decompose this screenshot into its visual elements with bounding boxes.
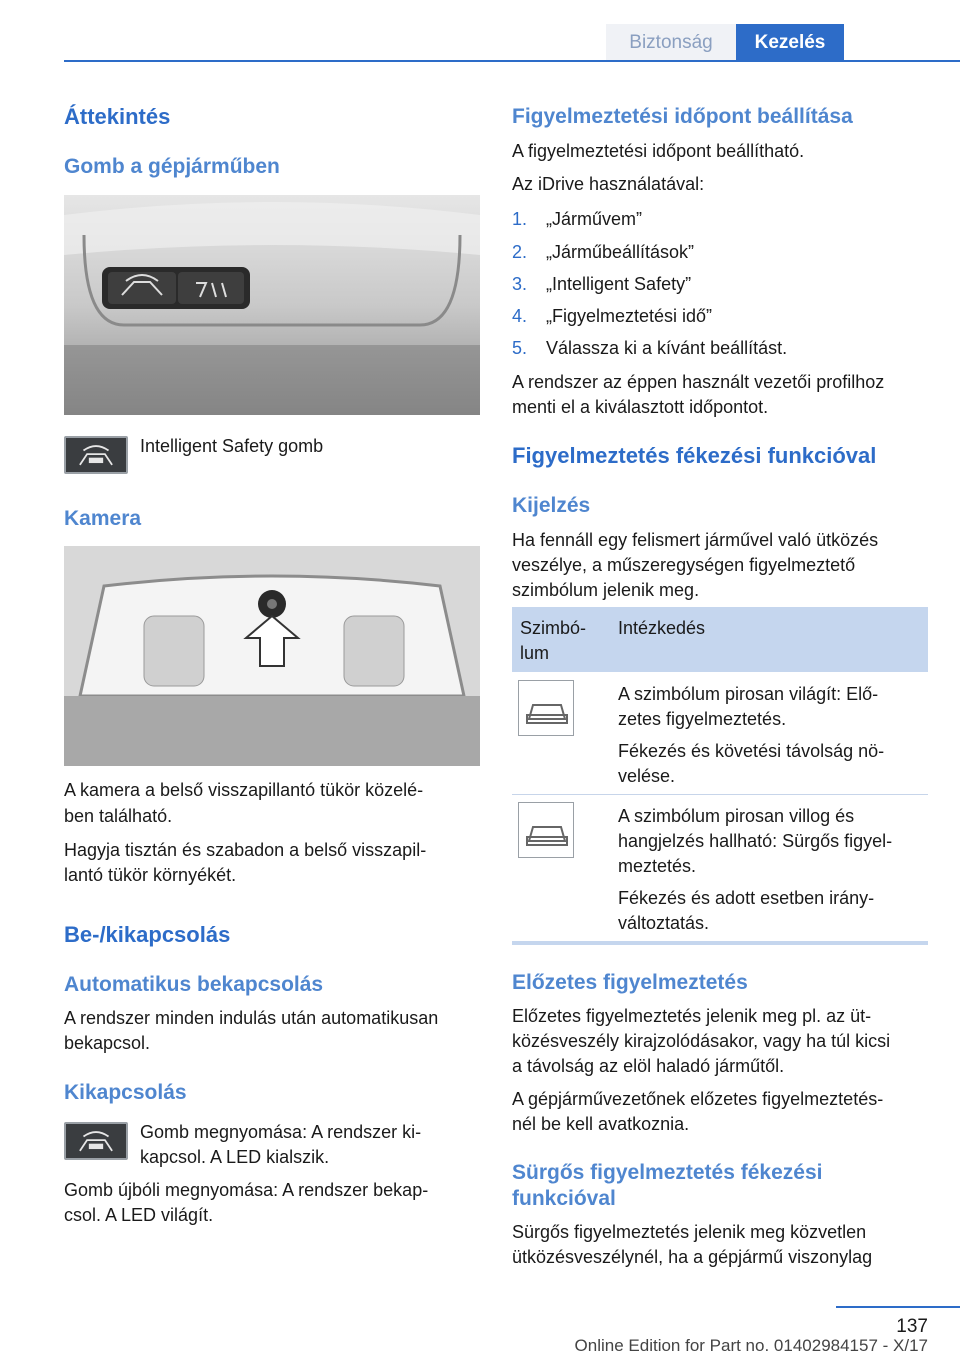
step-1-num: 1. (512, 209, 528, 229)
table-col1-l2: lum (520, 643, 550, 663)
step-5-text: Válassza ki a kívánt beállítást. (546, 338, 788, 358)
photo-camera (64, 546, 480, 766)
heading-auto: Automatikus bekapcsolás (64, 973, 324, 996)
off-p2-l1: Gomb újbóli megnyomása: A rendszer bekap- (64, 1180, 429, 1200)
tab-biztonsag[interactable]: Biztonság (606, 24, 736, 62)
step-3-num: 3. (512, 274, 528, 294)
heading-urgent-l2: funkcióval (512, 1187, 616, 1210)
row2-l5: változtatás. (618, 913, 710, 933)
urgent-p-l2: ütközésveszélynél, ha a gépjármű viszonylag (512, 1247, 873, 1267)
car-warning-icon (518, 680, 574, 736)
photo-console-buttons (64, 195, 480, 415)
page-number: 137 (896, 1316, 928, 1337)
row2-l1: A szimbólum pirosan villog és (618, 806, 855, 826)
row1-l3: Fékezés és követési távolság nö- (618, 741, 885, 761)
auto-p-l1: A rendszer minden indulás után automatikusan (64, 1008, 439, 1028)
intelligent-safety-icon (64, 1122, 128, 1160)
tab-kezeles[interactable]: Kezelés (736, 24, 844, 62)
camera-p1-l1: A kamera a belső visszapillantó tükör közelé- (64, 780, 424, 800)
step-3-text: „Intelligent Safety” (546, 274, 692, 294)
heading-urgent-l1: Sürgős figyelmeztetés fékezési (512, 1161, 823, 1184)
row2-l3: meztetés. (618, 856, 697, 876)
pre-p1-l1: Előzetes figyelmeztetés jelenik meg pl. az üt- (512, 1006, 872, 1026)
off-p1-l1: Gomb megnyomása: A rendszer ki- (140, 1122, 422, 1142)
table-col1-l1: Szimbó- (520, 618, 587, 638)
row2-l2: hangjelzés hallható: Sürgős figyel- (618, 831, 893, 851)
display-p-l1: Ha fennáll egy felismert járművel való ütközés (512, 530, 879, 550)
table-bottom-rule (512, 941, 928, 945)
camera-p1-l2: ben található. (64, 806, 173, 826)
heading-time: Figyelmeztetési időpont beállítása (512, 105, 853, 128)
heading-off: Kikapcsolás (64, 1081, 187, 1104)
step-2-num: 2. (512, 242, 528, 262)
page-header (0, 0, 960, 62)
pre-p2-l2: nél be kell avatkoznia. (512, 1114, 690, 1134)
camera-p2-l2: lantó tükör környékét. (64, 865, 237, 885)
row1-l4: velése. (618, 766, 676, 786)
row1-l2: zetes figyelmeztetés. (618, 709, 787, 729)
step-4-text: „Figyelmeztetési idő” (546, 306, 713, 326)
off-p2-l2: csol. A LED világít. (64, 1205, 214, 1225)
step-5-num: 5. (512, 338, 528, 358)
pre-p2-l1: A gépjárművezetőnek előzetes figyelmeztetés- (512, 1089, 884, 1109)
car-warning-icon (518, 802, 574, 858)
step-2-text: „Járműbeállítások” (546, 242, 695, 262)
step-1-text: „Járművem” (546, 209, 643, 229)
heading-brake: Figyelmeztetés fékezési funkcióval (512, 443, 877, 468)
button-caption: Intelligent Safety gomb (140, 436, 324, 456)
heading-camera: Kamera (64, 507, 142, 530)
time-p2: Az iDrive használatával: (512, 174, 705, 194)
heading-button: Gomb a gépjárműben (64, 155, 280, 178)
header-rule (64, 60, 960, 62)
off-p1-l2: kapcsol. A LED kialszik. (140, 1147, 330, 1167)
footer-rule (836, 1306, 960, 1308)
step-4-num: 4. (512, 306, 528, 326)
heading-display: Kijelzés (512, 494, 591, 517)
auto-p-l2: bekapcsol. (64, 1033, 151, 1053)
intelligent-safety-icon (64, 436, 128, 474)
table-col2: Intézkedés (618, 618, 706, 638)
row1-l1: A szimbólum pirosan világít: Elő- (618, 684, 879, 704)
camera-p2-l1: Hagyja tisztán és szabadon a belső visszapil- (64, 840, 427, 860)
display-p-l2: veszélye, a műszeregységen figyelmeztető (512, 555, 856, 575)
heading-onoff: Be-/kikapcsolás (64, 922, 231, 947)
heading-overview: Áttekintés (64, 104, 171, 129)
heading-pre: Előzetes figyelmeztetés (512, 971, 748, 994)
display-p-l3: szimbólum jelenik meg. (512, 580, 700, 600)
pre-p1-l3: a távolság az elöl haladó járműtől. (512, 1056, 785, 1076)
time-p3-l1: A rendszer az éppen használt vezetői profilhoz (512, 372, 885, 392)
pre-p1-l2: közésveszély kirajzolódásakor, vagy ha túl kicsi (512, 1031, 891, 1051)
time-p3-l2: menti el a kiválasztott időpontot. (512, 397, 769, 417)
table-row-divider (512, 794, 928, 795)
time-p1: A figyelmeztetési időpont beállítható. (512, 141, 805, 161)
urgent-p-l1: Sürgős figyelmeztetés jelenik meg közvetlen (512, 1222, 867, 1242)
edition-text: Online Edition for Part no. 01402984157 - X/17 (574, 1336, 928, 1355)
row2-l4: Fékezés és adott esetben irány- (618, 888, 875, 908)
